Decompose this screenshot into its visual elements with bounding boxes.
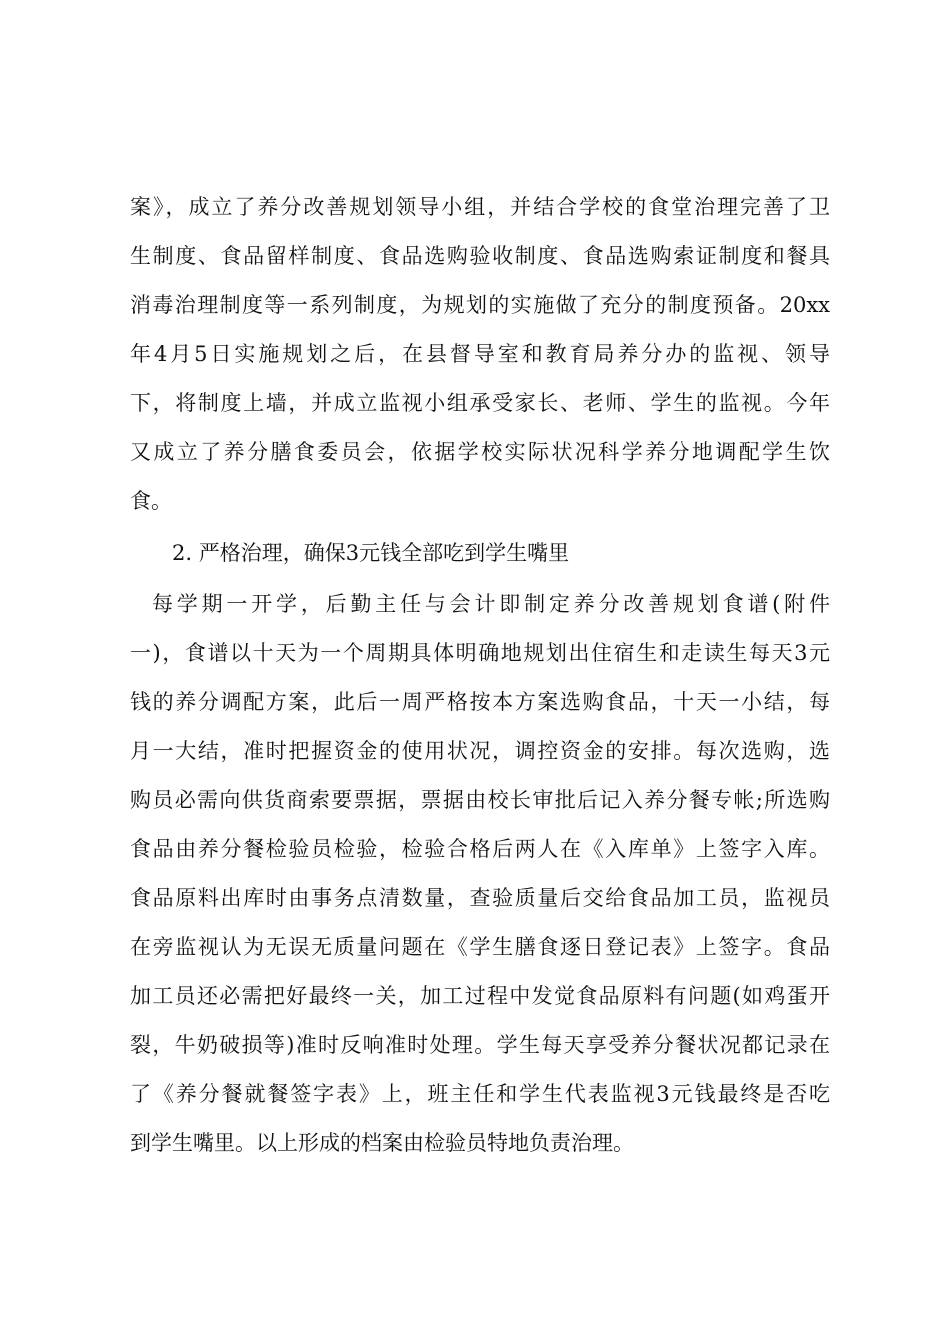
paragraph-line: 裂，牛奶破损等)准时反响准时处理。学生每天享受养分餐状况都记录在 [130,1033,830,1057]
paragraph-line: 月一大结，准时把握资金的使用状况，调控资金的安排。每次选购，选 [130,739,830,763]
paragraph-line: 到学生嘴里。以上形成的档案由检验员特地负责治理。 [130,1131,634,1155]
paragraph-line: 钱的养分调配方案，此后一周严格按本方案选购食品，十天一小结，每 [130,690,830,714]
paragraph-line: 在旁监视认为无误无质量问题在《学生膳食逐日登记表》上签字。食品 [130,935,830,959]
paragraph-line: 又成立了养分膳食委员会，依据学校实际状况科学养分地调配学生饮 [130,440,830,464]
paragraph-line: 生制度、食品留样制度、食品选购验收制度、食品选购索证制度和餐具 [130,244,830,268]
paragraph-line: 购员必需向供货商索要票据，票据由校长审批后记入养分餐专帐;所选购 [130,788,830,812]
paragraph-line: 了《养分餐就餐签字表》上，班主任和学生代表监视3元钱最终是否吃 [130,1082,830,1106]
paragraph-line: 每学期一开学，后勤主任与会计即制定养分改善规划食谱(附件 [152,592,830,616]
paragraph-line: 加工员还必需把好最终一关，加工过程中发觉食品原料有问题(如鸡蛋开 [130,984,830,1008]
paragraph-line: 消毒治理制度等一系列制度，为规划的实施做了充分的制度预备。20xx [130,293,830,317]
paragraph-line: 一)，食谱以十天为一个周期具体明确地规划出住宿生和走读生每天3元 [130,641,830,665]
paragraph-line: 食品原料出库时由事务点清数量，查验质量后交给食品加工员，监视员 [130,886,830,910]
paragraph-line: 下，将制度上墙，并成立监视小组承受家长、老师、学生的监视。今年 [130,391,830,415]
section-heading: 2. 严格治理，确保3元钱全部吃到学生嘴里 [172,541,570,565]
paragraph-line: 年4月5日实施规划之后，在县督导室和教育局养分办的监视、领导 [130,342,830,366]
paragraph-line: 食品由养分餐检验员检验，检验合格后两人在《入库单》上签字入库。 [130,837,830,861]
paragraph-line: 食。 [130,489,172,513]
paragraph-line: 案》，成立了养分改善规划领导小组，并结合学校的食堂治理完善了卫 [130,195,830,219]
